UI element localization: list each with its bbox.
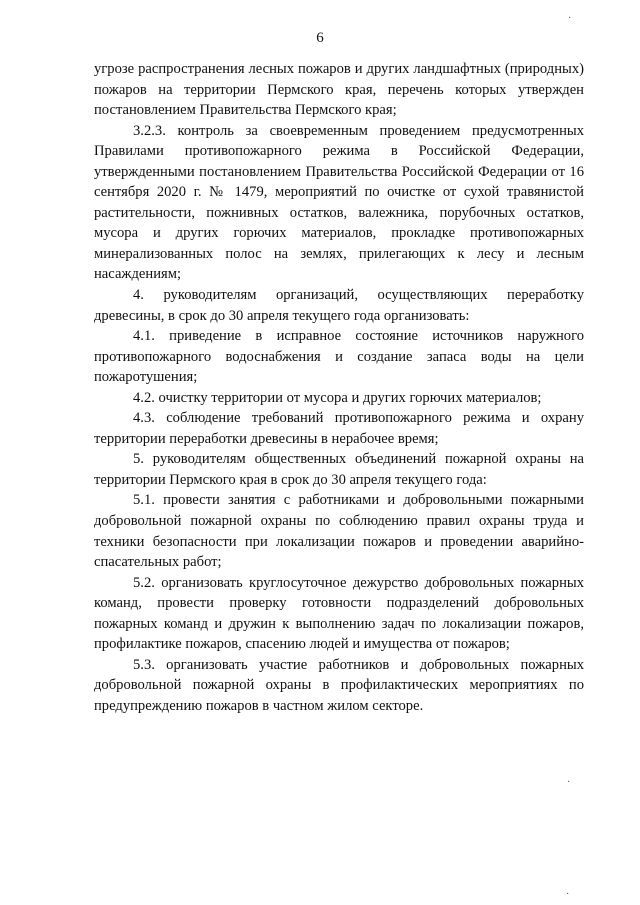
document-body bbox=[94, 59, 584, 717]
paragraph-4-2: 4.2. очистку территории от мусора и других горючих материалов; bbox=[133, 389, 542, 406]
paragraph-5: 5. руководителям общественных объединений пожарной охраны на территории Пермского края в срок до 30 апреля текущего года: bbox=[94, 451, 584, 488]
page-number: 6 bbox=[316, 30, 324, 46]
paragraph-4-3: 4.3. соблюдение требований противопожарного режима и охрану территории переработки древесины в нерабочее время; bbox=[94, 410, 584, 447]
paragraph-continuation: угрозе распространения лесных пожаров и других ландшафтных (природных) пожаров на территории Пермского края, перечень которых утвержден постановлением Правительства Пермского края; bbox=[94, 61, 584, 119]
paragraph-3-2-3: 3.2.3. контроль за своевременным проведением предусмотренных Правилами противопожарного режима в Российской Федерации, утвержденными постановлением Правительства Российской Федерации от 16 сентября 2020 г. № 1479, мероприятий по очистке от сухой травянистой растительности, пожнивных остатков, валежника, порубочных остатков, мусора и других горючих материалов, прокладке противопожарных минерализованных полос на землях, прилегающих к лесу и лесным насаждениям; bbox=[94, 122, 584, 283]
paragraph-5-2: 5.2. организовать круглосуточное дежурство добровольных пожарных команд, провести проверку готовности подразделений добровольных пожарных команд и дружин к выполнению задач по локализации пожаров, профилактике пожаров, спасению людей и имущества от пожаров; bbox=[94, 574, 584, 653]
scan-mark: · bbox=[567, 777, 571, 788]
paragraph-5-1: 5.1. провести занятия с работниками и добровольными пожарными добровольной пожарной охраны по соблюдению правил охраны труда и техники безопасности при локализации пожаров и проведении аварийно-спасательных работ; bbox=[94, 492, 584, 571]
paragraph-4-1: 4.1. приведение в исправное состояние источников наружного противопожарного водоснабжения и создание запаса воды на цели пожаротушения; bbox=[94, 328, 584, 386]
paragraph-4: 4. руководителям организаций, осуществляющих переработку древесины, в срок до 30 апреля текущего года организовать: bbox=[94, 287, 584, 324]
scan-mark: · bbox=[566, 889, 570, 900]
scan-mark: · bbox=[568, 13, 572, 24]
paragraph-5-3: 5.3. организовать участие работников и добровольных пожарных добровольной пожарной охраны в профилактических мероприятиях по предупреждению пожаров в частном жилом секторе. bbox=[94, 656, 584, 714]
